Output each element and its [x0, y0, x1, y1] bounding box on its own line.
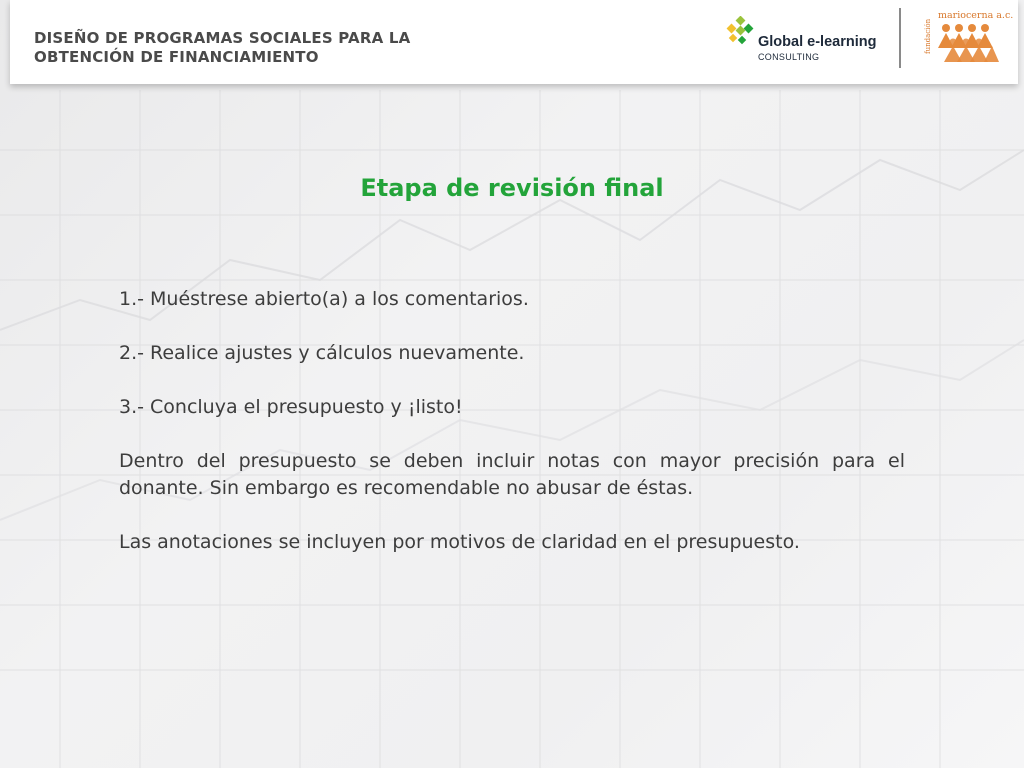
list-item: 1.- Muéstrese abierto(a) a los comentarios.: [119, 288, 529, 310]
foundation-vertical-label: fundación: [924, 18, 932, 54]
course-title-line-2: OBTENCIÓN DE FINANCIAMIENTO: [34, 48, 319, 66]
foundation-people-logo-icon: [936, 22, 1000, 64]
paragraph-annotations: Las anotaciones se incluyen por motivos de claridad en el presupuesto.: [119, 531, 800, 553]
paragraph-notes: Dentro del presupuesto se deben incluir notas con mayor precisión para el donante. Sin embargo es recomendable no abusar de éstas.: [119, 450, 905, 499]
slide-title: Etapa de revisión final: [360, 174, 664, 202]
logo-divider: [899, 8, 901, 68]
global-elearning-logo: [726, 16, 896, 66]
slide-text: [119, 286, 905, 583]
foundation-logo: [924, 8, 1014, 64]
course-title-line-1: DISEÑO DE PROGRAMAS SOCIALES PARA LA: [34, 29, 411, 47]
foundation-name: mariocerna a.c.: [938, 10, 1014, 21]
global-elearning-logo-icon: [726, 16, 756, 46]
slide-header: [10, 0, 1018, 84]
course-title: [34, 29, 410, 67]
list-item: 3.- Concluya el presupuesto y ¡listo!: [119, 396, 463, 418]
list-item: 2.- Realice ajustes y cálculos nuevamente.: [119, 342, 525, 364]
global-elearning-name: Global e-learning: [758, 34, 877, 50]
global-elearning-subtitle: CONSULTING: [758, 52, 820, 62]
